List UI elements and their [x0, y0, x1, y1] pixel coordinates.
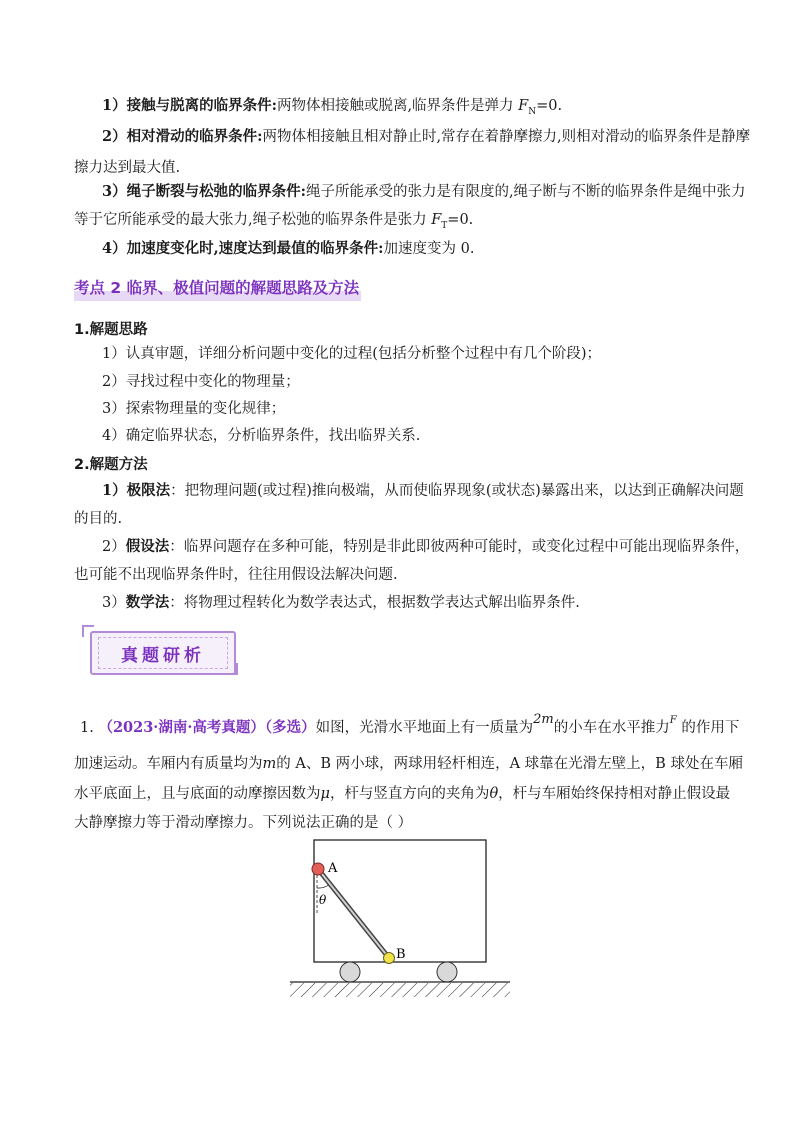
label-a: A	[328, 861, 338, 876]
question-text-3a: 水平底面上，且与底面的动摩擦因数为	[74, 786, 321, 802]
banner-inner-frame	[98, 637, 228, 669]
question-text-3b: ，杆与竖直方向的夹角为	[329, 786, 490, 802]
condition-4-text: 加速度变为 0.	[383, 241, 475, 257]
condition-3-text: 绳子所能承受的张力是有限度的,绳子断与不断的临界条件是绳中张力	[305, 184, 746, 200]
question-line-3	[74, 784, 734, 804]
question-mass: 2m	[533, 712, 554, 727]
method-3-num: 3）	[102, 595, 126, 611]
ball-b	[384, 953, 395, 964]
condition-2-text: 两物体相接触且相对静止时,常存在着静摩擦力,则相对滑动的临界条件是静摩	[262, 129, 751, 145]
question-text-2a: 加速运动。车厢内有质量均为	[74, 756, 263, 772]
thinking-step-1: 1）认真审题，详细分析问题中变化的过程(包括分析整个过程中有几个阶段)；	[102, 346, 602, 362]
condition-1-num: 1）	[102, 97, 127, 114]
label-b: B	[396, 947, 406, 962]
method-1-text: ：把物理问题(或过程)推向极端，从而使临界现象(或状态)暴露出来，以达到正确解决问题	[170, 483, 744, 499]
question-source: （2023·湖南·高考真题）（多选）	[98, 719, 316, 736]
method-1-name: 极限法	[126, 482, 171, 499]
condition-3-cont	[74, 210, 734, 236]
thinking-title: 1.解题思路	[74, 322, 148, 338]
banner-corner-br	[226, 663, 238, 675]
condition-3-var: F	[431, 212, 442, 228]
right-wheel	[437, 962, 457, 982]
question-line-1	[80, 712, 740, 740]
question-line-2	[74, 754, 743, 774]
condition-3-sub: T	[441, 220, 448, 231]
question-text-3c: ，杆与车厢始终保持相对静止假设最	[498, 786, 731, 802]
question-m: m	[262, 756, 277, 772]
ground-hatching	[290, 983, 510, 997]
method-3-text: ：将物理过程转化为数学表达式，根据数学表达式解出临界条件.	[169, 595, 580, 611]
condition-4-title: 加速度变化时,速度达到最值的临界条件:	[126, 240, 384, 257]
condition-3-num: 3）	[102, 183, 127, 200]
condition-3-cont-text: 等于它所能承受的最大张力,绳子松弛的临界条件是张力	[74, 212, 427, 228]
methods-title: 2.解题方法	[74, 457, 148, 473]
condition-1-title: 接触与脱离的临界条件:	[126, 97, 277, 114]
condition-2-num: 2）	[102, 128, 127, 145]
method-2-num: 2）	[102, 539, 126, 555]
condition-1-sub: N	[528, 106, 537, 117]
left-wheel	[340, 962, 360, 982]
thinking-step-4: 4）确定临界状态，分析临界条件，找出临界关系.	[102, 428, 421, 444]
question-force: F	[669, 715, 677, 726]
question-text-1a: 如图，光滑水平地面上有一质量为	[315, 720, 534, 736]
banner-corner-tl	[82, 625, 94, 637]
banner-title: 真题研析	[121, 645, 205, 666]
condition-4-num: 4）	[102, 240, 127, 257]
condition-1	[102, 96, 732, 122]
condition-3-title: 绳子断裂与松弛的临界条件:	[126, 183, 306, 200]
method-1-num: 1）	[102, 482, 127, 499]
condition-2	[102, 127, 751, 147]
method-2-text: ：临界问题存在多种可能，特别是非此即彼两种可能时，或变化过程中可能出现临界条件，	[169, 539, 750, 555]
condition-2-cont: 擦力达到最大值.	[74, 160, 181, 176]
section-heading: 考点 2 临界、极值问题的解题思路及方法	[74, 276, 361, 301]
method-3-name: 数学法	[125, 594, 170, 611]
question-text-2b: 的 A、B 两小球，两球用轻杆相连，A 球靠在光滑左壁上，B 球处在车厢	[276, 756, 743, 772]
method-1	[102, 481, 744, 501]
question-mu: μ	[320, 786, 330, 802]
method-1-cont: 的目的.	[74, 511, 123, 527]
question-number: 1.	[80, 720, 94, 736]
label-theta: θ	[319, 893, 327, 907]
question-line-4: 大静摩擦力等于滑动摩擦力。下列说法正确的是（ ）	[74, 815, 413, 831]
question-theta: θ	[489, 786, 499, 802]
condition-2-title: 相对滑动的临界条件:	[126, 128, 263, 145]
condition-4	[102, 239, 732, 259]
cart-figure	[290, 838, 510, 1008]
condition-3	[102, 182, 746, 202]
banner-frame	[90, 631, 236, 675]
section-banner	[80, 625, 240, 675]
condition-1-tail: =0.	[536, 98, 563, 114]
condition-1-var: F	[518, 98, 529, 114]
thinking-step-2: 2）寻找过程中变化的物理量；	[102, 374, 300, 390]
condition-3-tail: =0.	[447, 212, 474, 228]
cart-body	[314, 840, 486, 962]
method-3	[102, 593, 732, 613]
question-text-1b: 的小车在水平推力	[553, 720, 670, 736]
ball-a	[312, 863, 324, 875]
method-2-name: 假设法	[125, 538, 170, 555]
method-2	[102, 537, 750, 557]
condition-1-text: 两物体相接触或脱离,临界条件是弹力	[276, 98, 514, 114]
question-text-1c: 的作用下	[681, 720, 740, 736]
method-2-cont: 也可能不出现临界条件时，往往用假设法解决问题.	[74, 567, 398, 583]
thinking-step-3: 3）探索物理量的变化规律；	[102, 401, 286, 417]
